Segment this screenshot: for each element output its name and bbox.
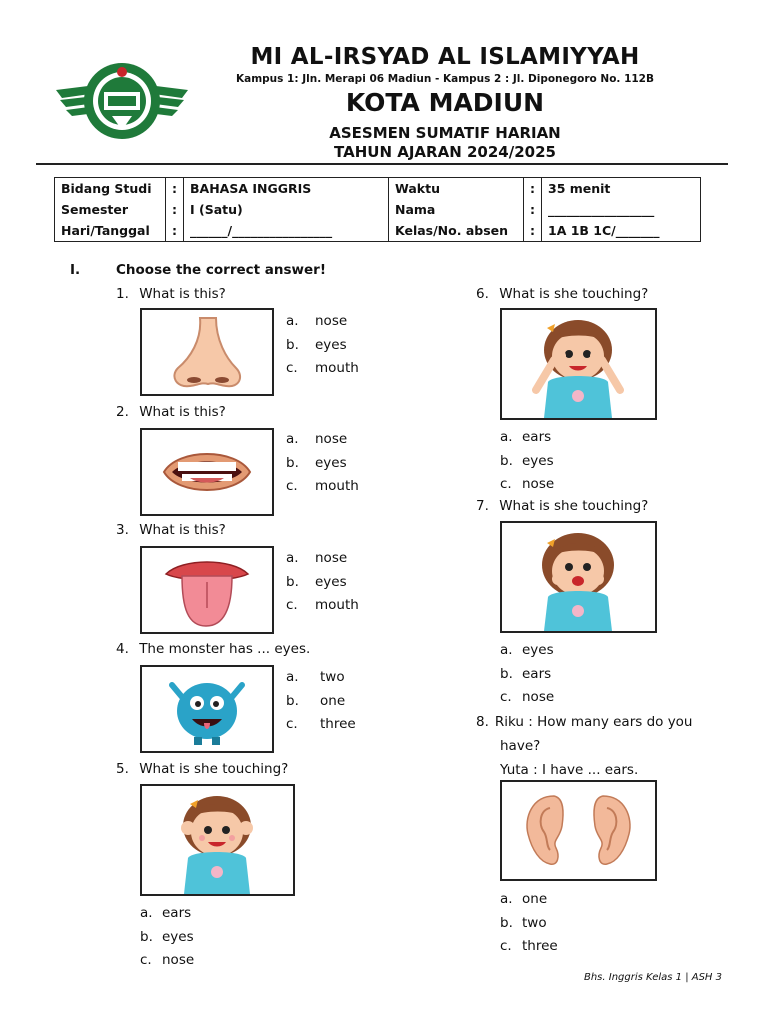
page-footer: Bhs. Inggris Kelas 1 | ASH 3 — [583, 972, 722, 983]
q1-options — [286, 310, 359, 381]
option-c[interactable]: c. mouth — [286, 597, 359, 613]
question-text: What is she touching? — [139, 761, 289, 777]
option-c[interactable]: c. nose — [500, 689, 555, 705]
option-c[interactable]: c. mouth — [286, 478, 359, 494]
colon: : — [166, 199, 184, 220]
option-b[interactable]: b. eyes — [286, 573, 347, 590]
option-b[interactable]: b. eyes — [140, 928, 194, 945]
question-number: 7. — [476, 498, 489, 514]
question-6 — [476, 286, 648, 302]
girl-eyes-image — [500, 308, 657, 420]
mouth-image — [140, 428, 274, 516]
option-a[interactable]: a. nose — [286, 431, 348, 447]
question-4 — [116, 641, 310, 657]
question-3 — [116, 522, 226, 538]
class-field[interactable]: 1A 1B 1C/_______ — [542, 220, 701, 242]
option-a[interactable]: a. ears — [500, 429, 552, 445]
option-b[interactable]: b. ears — [500, 665, 552, 682]
colon: : — [524, 199, 542, 220]
question-7 — [476, 498, 648, 514]
q2-options — [286, 428, 359, 499]
q4-options — [286, 666, 356, 737]
time-label: Waktu — [389, 178, 524, 200]
option-c[interactable]: c. nose — [500, 476, 555, 492]
monster-image — [140, 665, 274, 753]
school-address: Kampus 1: Jln. Merapi 06 Madiun - Kampus 2 : Jl. Diponegoro No. 112B — [236, 73, 654, 85]
academic-year: TAHUN AJARAN 2024/2025 — [334, 143, 556, 161]
class-label: Kelas/No. absen — [389, 220, 524, 242]
question-text-line3: Yuta : I have ... ears. — [500, 762, 639, 778]
question-text-line1: Riku : How many ears do you — [494, 714, 693, 730]
option-c[interactable]: c. mouth — [286, 360, 359, 376]
colon: : — [166, 178, 184, 200]
school-logo — [52, 58, 192, 144]
option-a[interactable]: a. nose — [286, 313, 348, 329]
school-name: MI AL-IRSYAD AL ISLAMIYYAH — [250, 44, 640, 70]
option-c[interactable]: c. nose — [140, 952, 195, 968]
option-b[interactable]: b. eyes — [500, 452, 554, 469]
question-2 — [116, 404, 226, 420]
option-b[interactable]: b. eyes — [286, 336, 347, 353]
subject-label: Bidang Studi — [55, 178, 166, 200]
question-text-line2: have? — [500, 738, 541, 754]
question-8 — [476, 710, 693, 782]
q6-options — [500, 426, 555, 497]
exam-title — [200, 124, 690, 162]
section-title: Choose the correct answer! — [116, 262, 326, 278]
colon: : — [524, 220, 542, 242]
option-c[interactable]: c. three — [286, 716, 356, 732]
option-b[interactable]: b. two — [500, 914, 547, 931]
semester-label: Semester — [55, 199, 166, 220]
question-text: What is this? — [139, 286, 226, 302]
question-number: 6. — [476, 286, 489, 302]
question-number: 8. — [476, 714, 489, 730]
question-text: The monster has ... eyes. — [139, 641, 311, 657]
ears-image — [500, 780, 657, 881]
q3-options — [286, 547, 359, 618]
question-number: 5. — [116, 761, 129, 777]
option-c[interactable]: c. three — [500, 938, 558, 954]
question-1 — [116, 286, 226, 302]
option-a[interactable]: a. two — [286, 669, 345, 685]
option-a[interactable]: a. ears — [140, 905, 192, 921]
option-a[interactable]: a. nose — [286, 550, 348, 566]
colon: : — [166, 220, 184, 242]
option-b[interactable]: b. one — [286, 692, 346, 709]
option-a[interactable]: a. eyes — [500, 642, 554, 658]
date-field[interactable]: ______/________________ — [184, 220, 389, 242]
question-text: What is this? — [139, 522, 226, 538]
question-text: What is she touching? — [499, 498, 649, 514]
girl-cheeks-image — [500, 521, 657, 633]
option-a[interactable]: a. one — [500, 891, 548, 907]
header-divider — [36, 163, 728, 165]
semester-value: I (Satu) — [184, 199, 389, 220]
section-number: I. — [70, 262, 81, 278]
question-number: 2. — [116, 404, 129, 420]
info-table — [54, 177, 701, 242]
city-name: KOTA MADIUN — [345, 88, 545, 117]
girl-ears-image — [140, 784, 295, 896]
q7-options — [500, 639, 555, 710]
tongue-image — [140, 546, 274, 634]
colon: : — [524, 178, 542, 200]
question-5 — [116, 761, 288, 777]
date-label: Hari/Tanggal — [55, 220, 166, 242]
name-field[interactable]: _________________ — [542, 199, 701, 220]
question-number: 1. — [116, 286, 129, 302]
option-b[interactable]: b. eyes — [286, 454, 347, 471]
q8-options — [500, 888, 558, 959]
question-text: What is this? — [139, 404, 226, 420]
nose-image — [140, 308, 274, 396]
q5-options — [140, 902, 195, 973]
question-number: 4. — [116, 641, 129, 657]
name-label: Nama — [389, 199, 524, 220]
question-text: What is she touching? — [499, 286, 649, 302]
time-value: 35 menit — [542, 178, 701, 200]
exam-name: ASESMEN SUMATIF HARIAN — [329, 124, 561, 142]
question-number: 3. — [116, 522, 129, 538]
subject-value: BAHASA INGGRIS — [184, 178, 389, 200]
